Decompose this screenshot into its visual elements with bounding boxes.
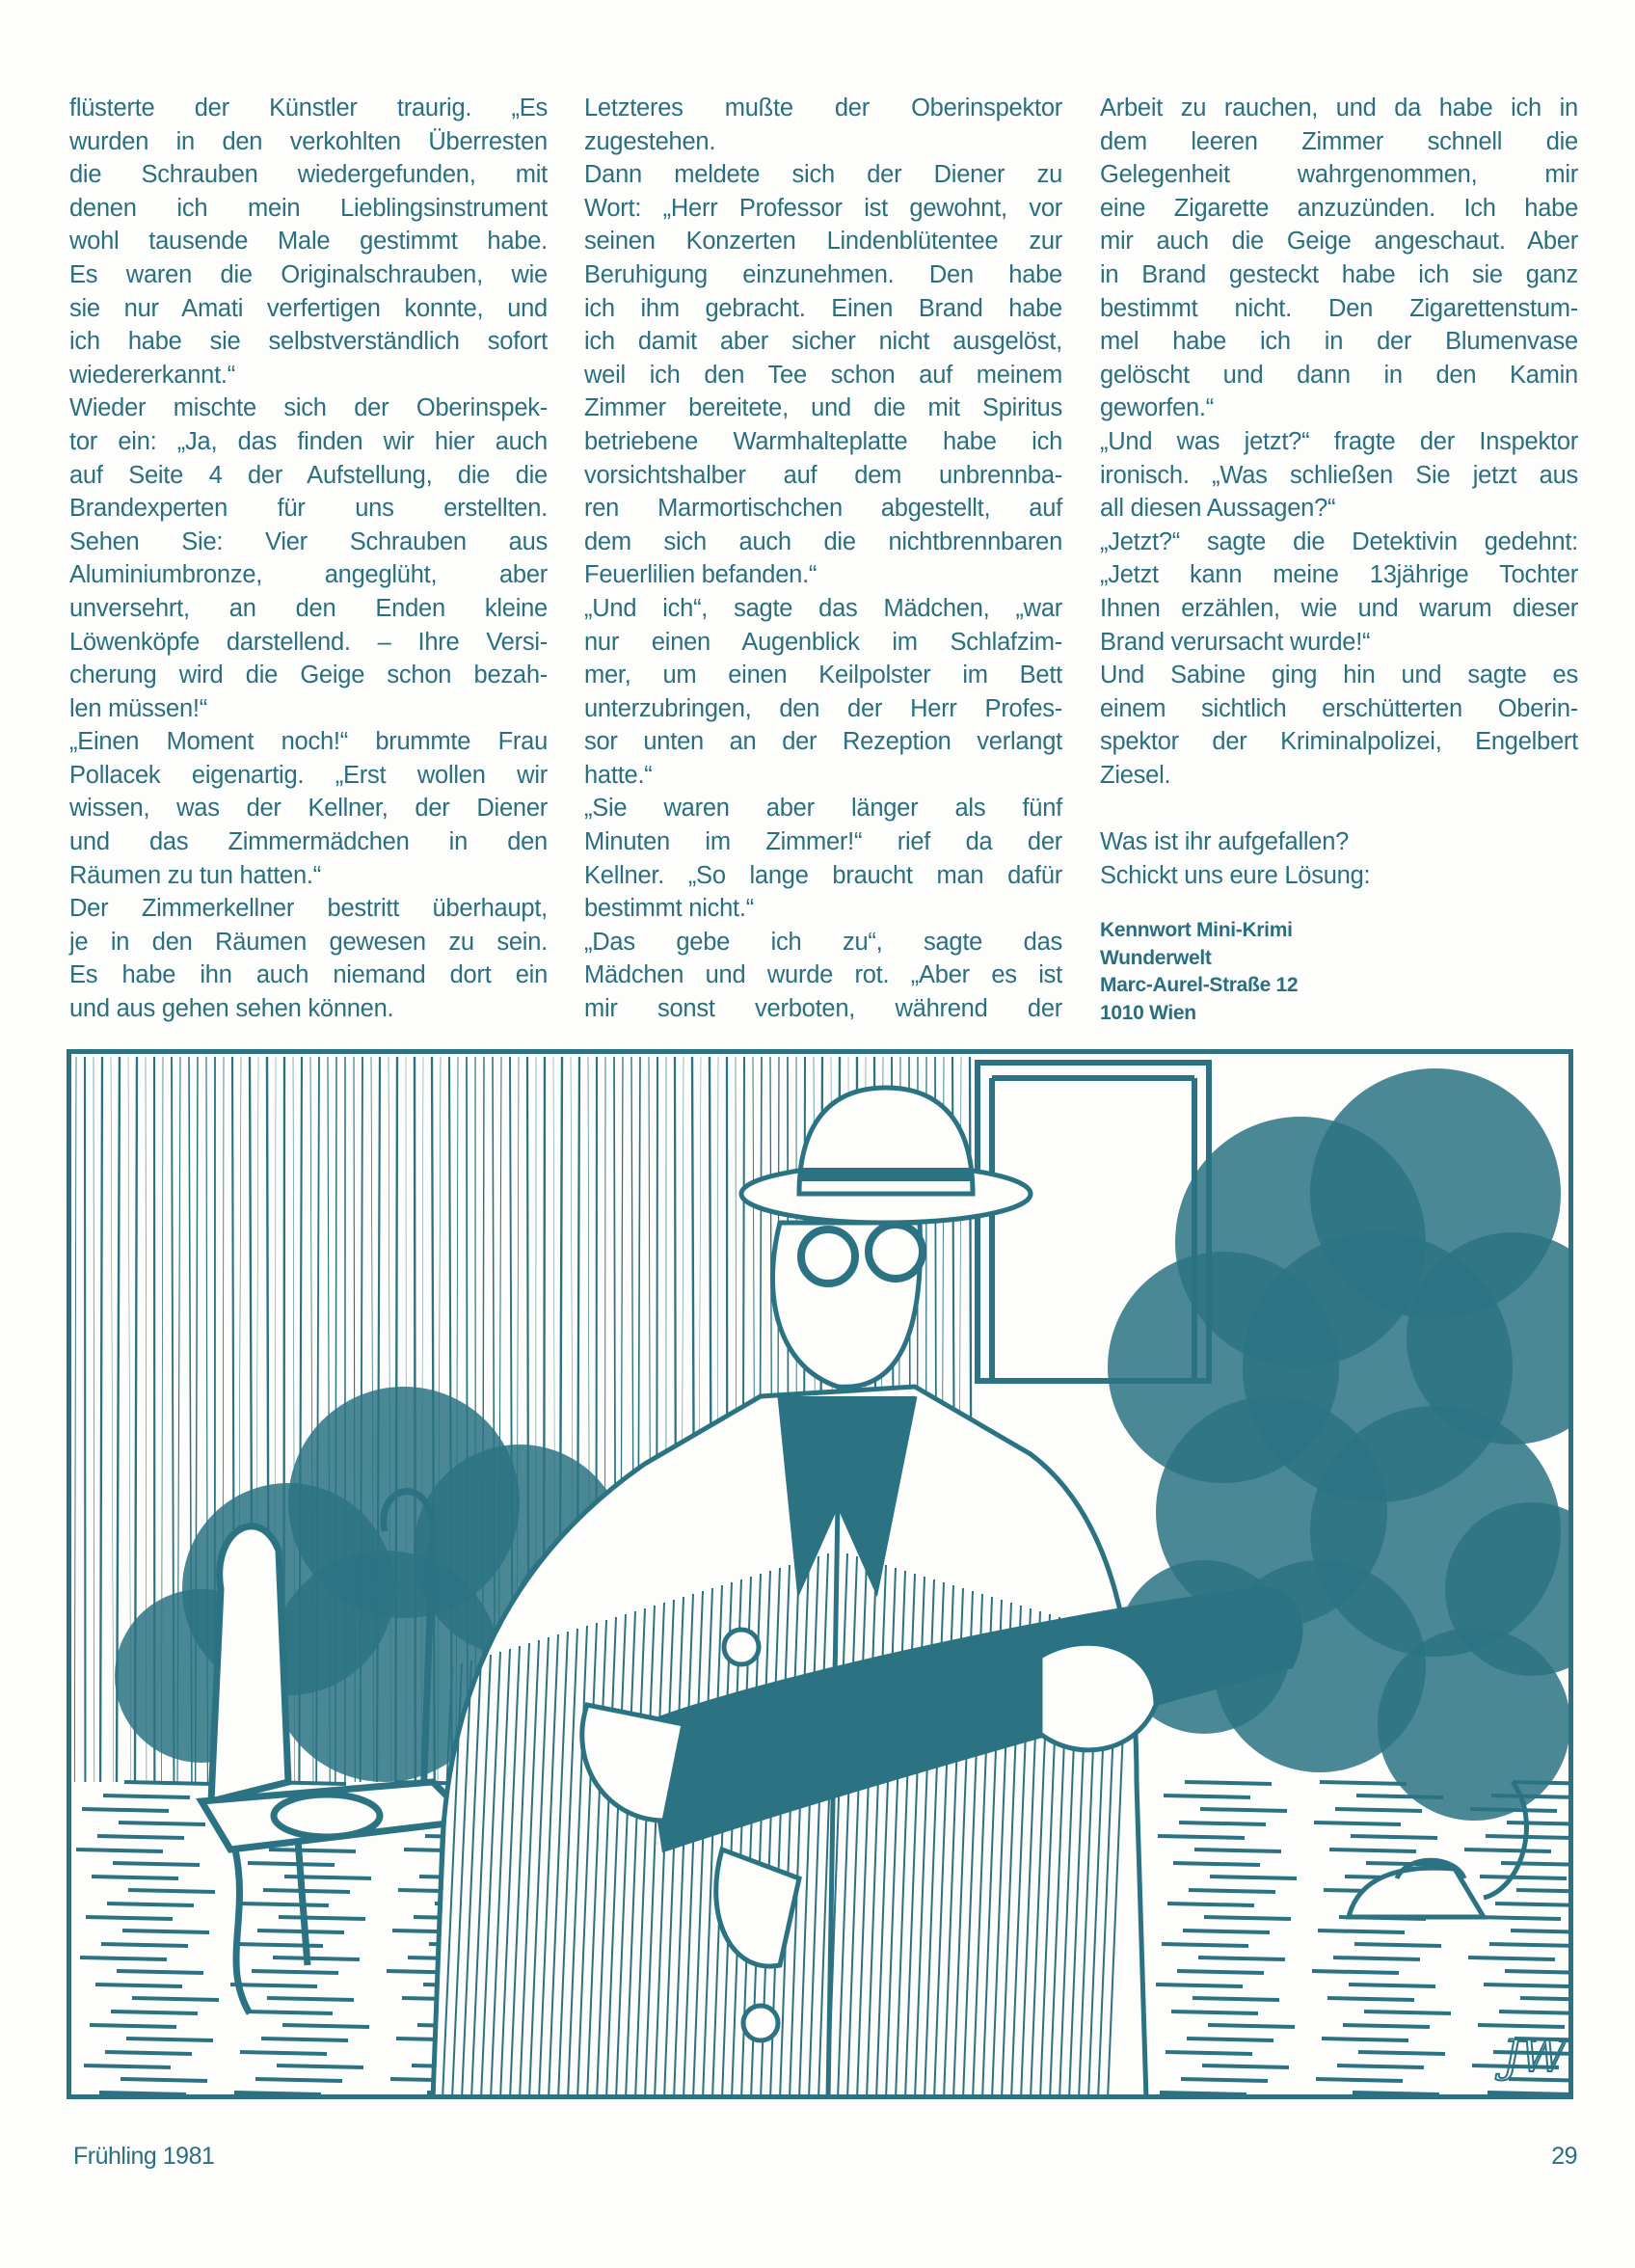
text-line: wissen, was der Kellner, der Diener xyxy=(69,795,548,823)
floor-stroke xyxy=(1200,1809,1287,1811)
floor-stroke xyxy=(82,1809,169,1811)
text-line: die Schrauben wiedergefunden, mit xyxy=(69,161,548,189)
floor-stroke xyxy=(1322,2038,1408,2040)
text-line: all diesen Aussagen?“ xyxy=(1100,495,1336,523)
floor-stroke xyxy=(1187,2038,1273,2040)
floor-stroke xyxy=(117,1971,203,1973)
floor-stroke xyxy=(1491,1796,1573,1797)
floor-stroke xyxy=(95,1984,182,1986)
floor-stroke xyxy=(1478,2025,1565,2027)
text-line: eine Zigarette anzuzünden. Ich habe xyxy=(1100,194,1578,222)
text-line: dem sich auch die nichtbrennbaren xyxy=(584,527,1062,555)
floor-stroke xyxy=(1185,1782,1272,1784)
text-line: hatte.“ xyxy=(584,761,653,789)
text-line: unterzubringen, den der Herr Profes- xyxy=(584,694,1062,722)
floor-stroke xyxy=(246,2012,333,2013)
floor-stroke xyxy=(234,2092,321,2094)
floor-stroke xyxy=(126,2038,213,2040)
floor-stroke xyxy=(242,1904,329,1905)
floor-stroke xyxy=(1318,1930,1405,1932)
floor-stroke xyxy=(257,1930,344,1932)
text-line: und das Zimmermädchen in den xyxy=(69,828,548,856)
floor-stroke xyxy=(1356,1796,1443,1797)
text-line: ich damit aber sicher nicht ausgelöst, xyxy=(584,328,1062,356)
curtain-line xyxy=(111,1057,114,1782)
text-line: „Einen Moment noch!“ brummte Frau xyxy=(69,728,548,756)
text-line: Aluminiumbronze, angeglüht, aber xyxy=(69,561,548,589)
text-line: in Brand gesteckt habe ich sie ganz xyxy=(1100,260,1578,288)
floor-stroke xyxy=(240,2052,327,2054)
text-line: tor ein: „Ja, das finden wir hier auch xyxy=(69,427,548,455)
floor-stroke xyxy=(84,2066,171,2067)
floor-stroke xyxy=(101,1944,188,1946)
floor-stroke xyxy=(1210,1876,1297,1878)
floor-stroke xyxy=(1343,2025,1430,2027)
floor-stroke xyxy=(1358,2052,1445,2054)
floor-stroke xyxy=(1501,1863,1573,1865)
text-line: mir sonst verboten, während der xyxy=(584,995,1062,1023)
floor-stroke xyxy=(1177,1971,1264,1973)
address-line: Kennwort Mini-Krimi xyxy=(1100,919,1293,941)
bush-blob xyxy=(1378,1628,1570,1821)
text-line: Pollacek eigenartig. „Erst wollen wir xyxy=(69,761,548,789)
floor-stroke xyxy=(279,1917,365,1919)
floor-stroke xyxy=(1158,1836,1245,1838)
text-line: weil ich den Tee schon auf meinem xyxy=(584,361,1062,389)
text-line: einem sichtlich erschütterten Oberin- xyxy=(1100,694,1578,722)
text-line: Es waren die Originalschrauben, wie xyxy=(69,260,548,288)
text-line: spektor der Kriminalpolizei, Engelbert xyxy=(1100,728,1578,756)
floor-stroke xyxy=(1513,1782,1573,1784)
floor-stroke xyxy=(1202,2066,1289,2067)
floor-stroke xyxy=(267,1998,354,2000)
floor-stroke xyxy=(1364,2012,1451,2013)
floor-stroke xyxy=(1353,2092,1439,2094)
text-line: sie nur Amati verfertigen konnte, und xyxy=(69,294,548,322)
address-line: Marc-Aurel-Straße 12 xyxy=(1100,974,1299,996)
address-line: 1010 Wien xyxy=(1100,1001,1196,1024)
address-line: Wunderwelt xyxy=(1100,946,1212,969)
detective-illustration xyxy=(67,1049,1573,2099)
text-line: Brandexperten für uns erstellten. xyxy=(69,495,548,523)
floor-stroke xyxy=(128,1890,215,1892)
floor-stroke xyxy=(105,2052,192,2054)
text-line: wohl tausende Male gestimmt habe. xyxy=(69,228,548,256)
text-line: „Sie waren aber länger als fünf xyxy=(584,795,1062,823)
floor-stroke xyxy=(1193,1998,1279,2000)
floor-stroke xyxy=(80,1958,167,1959)
text-column-3 xyxy=(1100,92,1578,892)
floor-stroke xyxy=(1198,1958,1285,1959)
text-line: Ihnen erzählen, wie und warum dieser xyxy=(1100,594,1578,622)
text-line: Der Zimmerkellner bestritt überhaupt, xyxy=(69,895,548,923)
floor-stroke xyxy=(1316,2079,1403,2081)
floor-stroke xyxy=(92,1876,178,1878)
floor-stroke xyxy=(1329,1850,1416,1851)
floor-stroke xyxy=(236,1944,323,1946)
text-line: vorsichtshalber auf dem unbrennba- xyxy=(584,461,1062,489)
floor-stroke xyxy=(252,1971,338,1973)
floor-stroke xyxy=(1488,2092,1573,2094)
floor-stroke xyxy=(1484,1984,1570,1986)
text-line: Letzteres mußte der Oberinspektor xyxy=(584,94,1062,122)
floor-stroke xyxy=(1204,1917,1291,1919)
text-line: „Das gebe ich zu“, sagte das xyxy=(584,928,1062,956)
floor-stroke xyxy=(1335,1809,1422,1811)
text-line: unversehrt, an den Enden kleine xyxy=(69,594,548,622)
floor-stroke xyxy=(1349,1984,1435,1986)
floor-stroke xyxy=(86,1917,173,1919)
floor-stroke xyxy=(1511,1930,1573,1932)
text-line: „Jetzt kann meine 13jährige Tochter xyxy=(1100,561,1578,589)
text-line: betriebene Warmhalteplatte habe ich xyxy=(584,427,1062,455)
floor-stroke xyxy=(277,2066,363,2067)
floor-stroke xyxy=(1314,1822,1401,1824)
floor-stroke xyxy=(263,1890,350,1892)
text-line: und aus gehen sehen können. xyxy=(69,995,394,1023)
floor-stroke xyxy=(1320,1782,1407,1784)
text-line: Räumen zu tun hatten.“ xyxy=(69,861,321,889)
floor-stroke xyxy=(103,1796,190,1797)
floor-stroke xyxy=(1173,1863,1260,1865)
text-line: Löwenköpfe darstellend. – Ihre Versi- xyxy=(69,628,548,656)
text-column-1 xyxy=(69,92,548,1026)
floor-stroke xyxy=(1351,1836,1437,1838)
text-line: ironisch. „Was schließen Sie jetzt aus xyxy=(1100,461,1578,489)
text-line xyxy=(1100,792,1578,825)
floor-stroke xyxy=(111,2012,198,2013)
text-line: Wieder mischte sich der Oberinspek- xyxy=(69,394,548,422)
floor-stroke xyxy=(1160,2092,1246,2094)
text-line: dem leeren Zimmer schnell die xyxy=(1100,127,1578,155)
floor-stroke xyxy=(1495,1904,1573,1905)
floor-stroke xyxy=(1337,2066,1424,2067)
text-line: „Jetzt?“ sagte die Detektivin gedehnt: xyxy=(1100,527,1578,555)
floor-stroke xyxy=(124,1782,211,1784)
text-column-2 xyxy=(584,92,1062,1026)
floor-stroke xyxy=(1486,1836,1572,1838)
floor-stroke xyxy=(282,2025,369,2027)
text-line: len müssen!“ xyxy=(69,694,207,722)
floor-stroke xyxy=(1327,1998,1414,2000)
text-line: Beruhigung einzunehmen. Den habe xyxy=(584,260,1062,288)
floor-stroke xyxy=(248,1863,335,1865)
text-line: zugestehen. xyxy=(584,127,716,155)
curtain-line xyxy=(74,1057,76,1782)
floor-stroke xyxy=(1162,1944,1248,1946)
text-line: ren Marmortischchen abgestellt, auf xyxy=(584,495,1062,523)
floor-stroke xyxy=(1468,1958,1555,1959)
floor-stroke xyxy=(1179,1822,1266,1824)
text-line: ich habe sie selbstverständlich sofort xyxy=(69,328,548,356)
floor-stroke xyxy=(255,2079,342,2081)
floor-stroke xyxy=(1470,1809,1557,1811)
text-line: mer, um einen Keilpolster im Bett xyxy=(584,662,1062,689)
floor-stroke xyxy=(1480,1876,1567,1878)
floor-stroke xyxy=(1354,1944,1441,1946)
floor-stroke xyxy=(1189,1890,1275,1892)
floor-stroke xyxy=(230,1984,317,1986)
text-line: Feuerlilien befanden.“ xyxy=(584,561,818,589)
text-line: gelöscht und dann in den Kamin xyxy=(1100,361,1578,389)
text-line: Mädchen und wurde rot. „Aber es ist xyxy=(584,961,1062,989)
page-number: 29 xyxy=(1551,2143,1577,2170)
floor-stroke xyxy=(1156,1984,1243,1986)
floor-stroke xyxy=(1499,2012,1573,2013)
text-line: Minuten im Zimmer!“ rief da der xyxy=(584,828,1062,856)
floor-stroke xyxy=(97,1836,184,1838)
floor-stroke xyxy=(1208,2025,1295,2027)
text-line: Schickt uns eure Lösung: xyxy=(1100,861,1371,889)
floor-stroke xyxy=(1507,1822,1573,1824)
text-line: denen ich mein Lieblingsinstrument xyxy=(69,194,548,222)
floor-stroke xyxy=(269,1850,356,1851)
contest-address xyxy=(1100,917,1578,1027)
text-line: cherung wird die Geige schon bezah- xyxy=(69,662,548,689)
floor-stroke xyxy=(122,1930,209,1932)
floor-stroke xyxy=(132,1998,219,2000)
text-line: wurden in den verkohlten Überresten xyxy=(69,127,548,155)
text-line: sor unten an der Rezeption verlangt xyxy=(584,728,1062,756)
text-line: Ziesel. xyxy=(1100,761,1171,789)
text-line: Gelegenheit wahrgenommen, mir xyxy=(1100,161,1578,189)
floor-stroke xyxy=(119,1822,205,1824)
floor-stroke xyxy=(121,2079,207,2081)
text-line: seinen Konzerten Lindenblütentee zur xyxy=(584,228,1062,256)
floor-stroke xyxy=(1166,2052,1252,2054)
text-line: auf Seite 4 der Aufstellung, die die xyxy=(69,461,548,489)
text-line: Kellner. „So lange braucht man dafür xyxy=(584,861,1062,889)
text-line: Wort: „Herr Professor ist gewohnt, vor xyxy=(584,194,1062,222)
floor-stroke xyxy=(1164,1796,1250,1797)
floor-stroke xyxy=(1183,1930,1270,1932)
text-line: Sehen Sie: Vier Schrauben aus xyxy=(69,527,548,555)
text-line: bestimmt nicht. Den Zigarettenstum- xyxy=(1100,294,1578,322)
issue-label: Frühling 1981 xyxy=(73,2143,215,2170)
floor-stroke xyxy=(1312,1971,1399,1973)
text-line: Brand verursacht wurde!“ xyxy=(1100,628,1371,656)
floor-stroke xyxy=(90,2025,176,2027)
text-line: je in den Räumen gewesen zu sein. xyxy=(69,928,548,956)
floor-stroke xyxy=(1505,1971,1573,1973)
floor-stroke xyxy=(1464,1850,1551,1851)
floor-stroke xyxy=(261,2038,348,2040)
text-line: Zimmer bereitete, und die mit Spiritus xyxy=(584,394,1062,422)
text-line: mel habe ich in der Blumenvase xyxy=(1100,328,1578,356)
artist-signature: JW xyxy=(1503,2030,1567,2082)
curtain-line xyxy=(100,1057,102,1782)
floor-stroke xyxy=(107,1904,194,1905)
text-line: ich ihm gebracht. Einen Brand habe xyxy=(584,294,1062,322)
text-line: bestimmt nicht.“ xyxy=(584,895,754,923)
text-line: flüsterte der Künstler traurig. „Es xyxy=(69,94,548,122)
floor-stroke xyxy=(1171,2012,1258,2013)
floor-stroke xyxy=(273,1958,360,1959)
floor-stroke xyxy=(1516,1890,1573,1892)
text-line: nur einen Augenblick im Schlafzim- xyxy=(584,628,1062,656)
text-line: Es habe ihn auch niemand dort ein xyxy=(69,961,548,989)
floor-stroke xyxy=(113,1863,200,1865)
floor-stroke xyxy=(1489,1944,1573,1946)
text-line: mir auch die Geige angeschaut. Aber xyxy=(1100,228,1578,256)
floor-stroke xyxy=(1333,1958,1420,1959)
floor-stroke xyxy=(1181,2079,1268,2081)
floor-stroke xyxy=(99,2092,186,2094)
floor-stroke xyxy=(1520,1998,1573,2000)
text-line: Und Sabine ging hin und sagte es xyxy=(1100,662,1578,689)
text-line: Arbeit zu rauchen, und da habe ich in xyxy=(1100,94,1578,122)
floor-stroke xyxy=(1167,1904,1254,1905)
floor-stroke xyxy=(1194,1850,1281,1851)
floor-stroke xyxy=(76,1850,163,1851)
text-line: „Und was jetzt?“ fragte der Inspektor xyxy=(1100,427,1578,455)
text-line: Dann meldete sich der Diener zu xyxy=(584,161,1062,189)
text-line: wiedererkannt.“ xyxy=(69,361,235,389)
text-line: Was ist ihr aufgefallen? xyxy=(1100,828,1350,856)
text-line: „Und ich“, sagte das Mädchen, „war xyxy=(584,594,1062,622)
text-line: geworfen.“ xyxy=(1100,394,1214,422)
